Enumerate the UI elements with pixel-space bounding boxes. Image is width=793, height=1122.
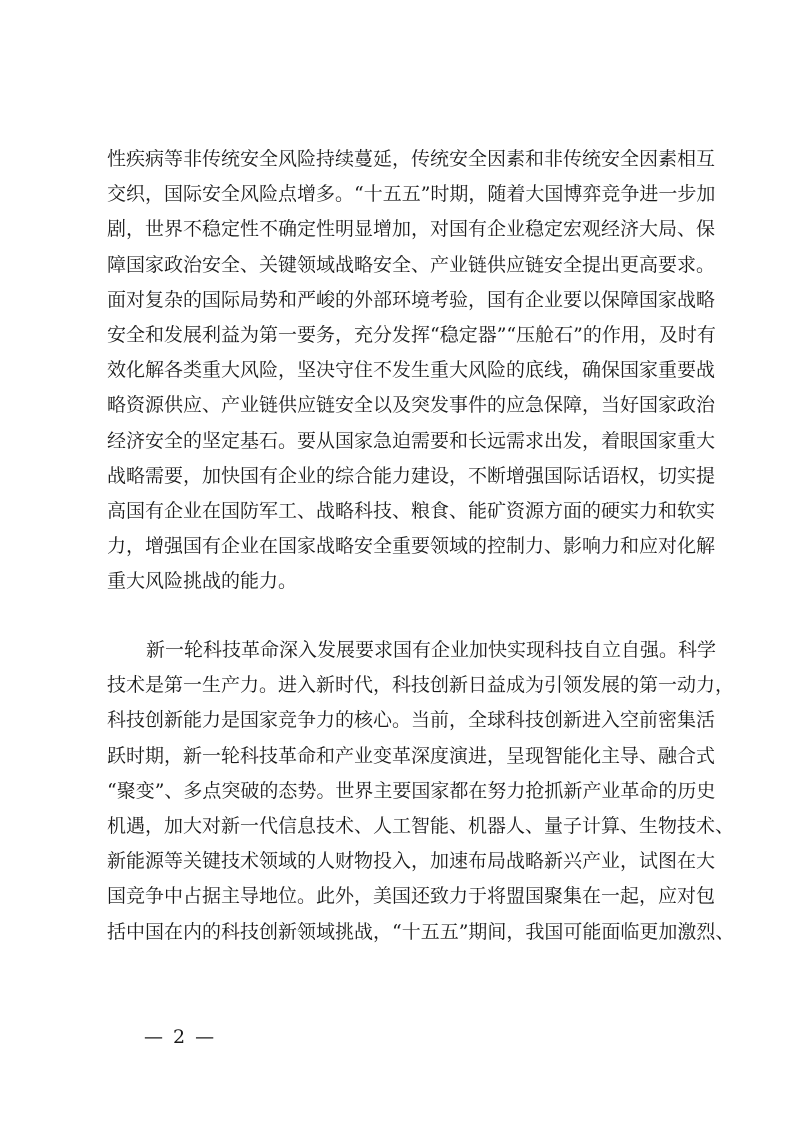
text-line: 重大风险挑战的能力。 xyxy=(107,570,298,593)
text-line: 新一轮科技革命深入发展要求国有企业加快实现科技自立自强。科学 xyxy=(146,639,717,661)
text-line: 略资源供应、产业链供应链安全以及突发事件的应急保障，当好国家政治 xyxy=(107,394,716,417)
text-line: 机遇，加大对新一代信息技术、人工智能、机器人、量子计算、生物技术、 xyxy=(107,814,735,837)
text-line: 战略需要，加快国有企业的综合能力建设，不断增强国际话语权，切实提 xyxy=(107,464,716,487)
text-line: 效化解各类重大风险，坚决守住不发生重大风险的底线，确保国家重要战 xyxy=(107,359,716,382)
text-line: 性疾病等非传统安全风险持续蔓延，传统安全因素和非传统安全因素相互 xyxy=(107,148,716,170)
text-line: 面对复杂的国际局势和严峻的外部环境考验，国有企业要以保障国家战略 xyxy=(107,288,716,311)
text-line: 跃时期，新一轮科技革命和产业变革深度演进，呈现智能化主导、融合式 xyxy=(107,744,716,767)
text-line: 括中国在内的科技创新领域挑战，“十五五”期间，我国可能面临更加激烈、 xyxy=(107,920,735,943)
paragraph-national-security xyxy=(107,142,716,599)
text-line: 交织，国际安全风险点增多。“十五五”时期，随着大国博弈竞争进一步加 xyxy=(107,183,716,206)
text-line: 经济安全的坚定基石。要从国家急迫需要和长远需求出发，着眼国家重大 xyxy=(107,429,716,452)
text-line: 新能源等关键技术领域的人财物投入，加速布局战略新兴产业，试图在大 xyxy=(107,850,716,873)
text-line: 高国有企业在国防军工、战略科技、粮食、能矿资源方面的硬实力和软实 xyxy=(107,499,716,522)
text-line: 障国家政治安全、关键领域战略安全、产业链供应链安全提出更高要求。 xyxy=(107,253,716,276)
text-line: 安全和发展利益为第一要务，充分发挥“稳定器”“压舱石”的作用，及时有 xyxy=(107,323,716,346)
page-number: — 2 — xyxy=(144,1026,217,1048)
text-line: 力，增强国有企业在国家战略安全重要领域的控制力、影响力和应对化解 xyxy=(107,535,716,558)
text-line: “聚变”、多点突破的态势。世界主要国家都在努力抢抓新产业革命的历史 xyxy=(107,779,716,802)
text-line: 技术是第一生产力。进入新时代，科技创新日益成为引领发展的第一动力， xyxy=(107,674,735,697)
text-line: 科技创新能力是国家竞争力的核心。当前，全球科技创新进入空前密集活 xyxy=(107,709,716,732)
text-line: 剧，世界不稳定性不确定性明显增加，对国有企业稳定宏观经济大局、保 xyxy=(107,218,716,241)
paragraph-tech-innovation xyxy=(107,633,735,950)
text-line: 国竞争中占据主导地位。此外，美国还致力于将盟国聚集在一起，应对包 xyxy=(107,885,716,908)
